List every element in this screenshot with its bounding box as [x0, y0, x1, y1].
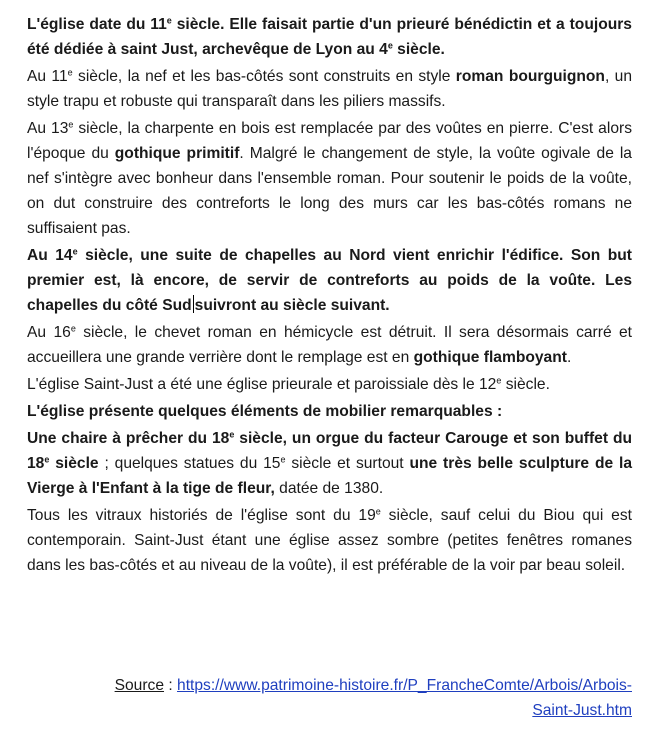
- text-run: Au 14: [27, 247, 73, 264]
- text-run: , un style trapu et robuste qui transparaît dans les piliers massifs.: [27, 68, 632, 110]
- superscript: e: [387, 40, 393, 51]
- superscript: e: [280, 454, 286, 465]
- text-run: Au 11: [27, 68, 68, 85]
- paragraph-vitraux: [27, 503, 632, 578]
- text-run: . Malgré le changement de style, la voûte ogivale de la nef s'intègre avec bonheur dans l'ensemble roman. Pour soutenir le poids de la voûte, on dut construire des contreforts le long des murs car les bas-côtés romans ne suffisaient pas.: [27, 145, 632, 237]
- bold-term: siècle: [49, 455, 99, 472]
- bold-term: Une chaire à prêcher du 18: [27, 430, 230, 447]
- paragraph-13th-century: [27, 116, 632, 241]
- paragraph-prieurale: [27, 372, 632, 397]
- superscript: e: [496, 375, 502, 386]
- text-run: Tous les vitraux historiés de l'église sont du 19: [27, 507, 376, 524]
- text-run: siècle, la nef et les bas-côtés sont construits en style: [72, 68, 456, 85]
- superscript: e: [67, 67, 73, 78]
- paragraph-16th-century: [27, 320, 632, 370]
- source-label: Source: [114, 677, 165, 694]
- text-run: siècle, sauf celui du Biou qui est contemporain. Saint-Just étant une église assez sombre (petites fenêtres romanes dans les bas-côtés et au niveau de la voûte), il est préférable de la voir par beau soleil.: [27, 507, 632, 574]
- bold-term: siècle, un orgue du facteur Carouge et son buffet du 18: [27, 430, 632, 472]
- text-run: .: [566, 349, 572, 366]
- paragraph-mobilier: [27, 426, 632, 501]
- text-run: datée de 1380.: [274, 480, 384, 497]
- text-run: siècle, une suite de chapelles au Nord vient enrichir l'édifice. Son but premier est, là encore, de servir de contreforts au poids de la voûte. Les chapelles du côté Sud: [27, 247, 632, 314]
- text-run: L'église date du 11: [27, 16, 167, 33]
- text-run: Au 13: [27, 120, 69, 137]
- text-cursor: [193, 295, 194, 313]
- bold-term: roman bourguignon: [455, 68, 605, 85]
- source-link[interactable]: https://www.patrimoine-histoire.fr/P_FrancheComte/Arbois/Arbois-Saint-Just.htm: [177, 677, 632, 719]
- text-run: Au 16: [27, 324, 71, 341]
- text-run: suivront au siècle suivant.: [194, 297, 390, 314]
- bold-term: gothique flamboyant: [413, 349, 567, 366]
- paragraph-intro: [27, 12, 632, 62]
- paragraph-14th-century[interactable]: [27, 243, 632, 318]
- text-run: siècle, la charpente en bois est remplacée par des voûtes en pierre. C'est alors l'époque du: [27, 120, 632, 162]
- bold-term: une très belle sculpture de la Vierge à l'Enfant à la tige de fleur,: [27, 455, 633, 497]
- text-run: ; quelques statues du 15: [98, 455, 281, 472]
- document-body: [27, 12, 632, 580]
- text-run: siècle et surtout: [285, 455, 410, 472]
- source-separator: :: [164, 677, 178, 694]
- superscript: e: [70, 323, 76, 334]
- paragraph-mobilier-heading: [27, 399, 632, 424]
- superscript: e: [44, 454, 50, 465]
- text-run: L'église Saint-Just a été une église prieurale et paroissiale dès le 12: [27, 376, 497, 393]
- superscript: e: [229, 429, 235, 440]
- superscript: e: [375, 506, 381, 517]
- paragraph-11th-century: [27, 64, 632, 114]
- text-run: siècle. Elle faisait partie d'un prieuré bénédictin et a toujours été dédiée à saint Just, archevêque de Lyon au 4: [27, 16, 632, 58]
- superscript: e: [72, 246, 78, 257]
- text-run: siècle.: [501, 376, 550, 393]
- superscript: e: [166, 15, 172, 26]
- bold-term: gothique primitif: [114, 145, 240, 162]
- source-citation: [112, 673, 632, 723]
- text-run: siècle, le chevet roman en hémicycle est détruit. Il sera désormais carré et accueillera une grande verrière dont le remplage est en: [27, 324, 632, 366]
- text-run: siècle.: [392, 41, 445, 58]
- text-run: L'église présente quelques éléments de mobilier remarquables :: [27, 403, 503, 420]
- superscript: e: [68, 119, 74, 130]
